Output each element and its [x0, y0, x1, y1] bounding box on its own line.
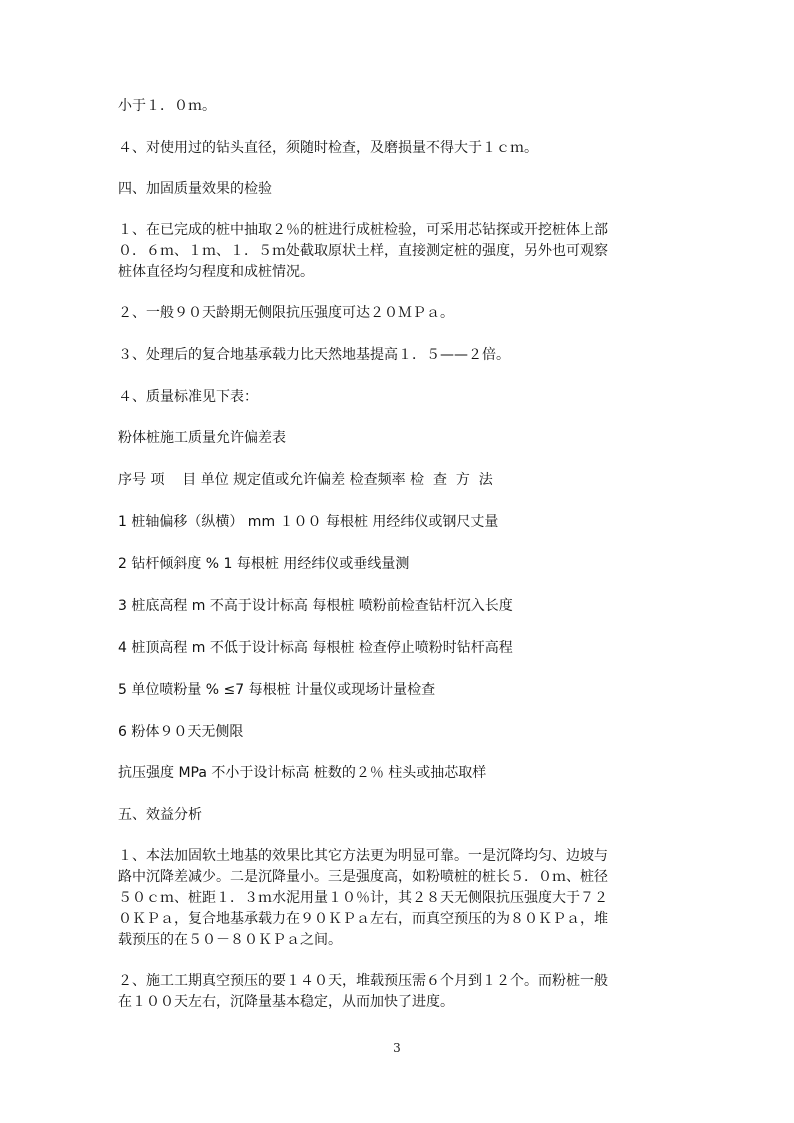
text-line: ２、一般９０天龄期无侧限抗压强度可达２０ＭＰａ。	[118, 305, 454, 321]
section-heading-5	[118, 805, 678, 826]
text-line: 路中沉降差减少。二是沉降量小。三是强度高，如粉喷桩的桩长５．０ｍ、桩径	[118, 869, 608, 885]
table-row	[118, 638, 678, 659]
text-line: ４、质量标准见下表：	[118, 389, 258, 405]
text-line: 小于１．０ｍ。	[118, 98, 216, 114]
text-line: 4 桩顶高程 m 不低于设计标高 每根桩 检查停止喷粉时钻杆高程	[118, 640, 513, 656]
table-row	[118, 722, 678, 743]
text-line: ４、对使用过的钻头直径，须随时检查，及磨损量不得大于１ｃｍ。	[118, 140, 538, 156]
text-line: 在１００天左右，沉降量基本稳定，从而加快了进度。	[118, 994, 454, 1010]
text-line: 序号 项 目 单位 规定值或允许偏差 检查频率 检 查 方 法	[118, 472, 493, 488]
paragraph-3	[118, 220, 678, 283]
text-line: １、在已完成的桩中抽取２％的桩进行成桩检验，可采用芯钻探或开挖桩体上部	[118, 222, 608, 238]
paragraph-6	[118, 387, 678, 408]
section-heading-4	[118, 179, 678, 200]
paragraph-7	[118, 846, 678, 951]
text-line: 桩体直径均匀程度和成桩情况。	[118, 264, 314, 280]
text-line: ０ＫＰａ，复合地基承载力在９０ＫＰａ左右，而真空预压的为８０ＫＰａ，堆	[118, 911, 608, 927]
text-line: ２、施工工期真空预压的要１４０天，堆载预压需６个月到１２个。而粉桩一般	[118, 973, 608, 989]
text-line: 5 单位喷粉量 % ≤7 每根桩 计量仪或现场计量检查	[118, 682, 436, 698]
paragraph-4	[118, 303, 678, 324]
table-header-row	[118, 470, 678, 491]
page-number: 3	[393, 1041, 401, 1055]
table-row	[118, 763, 678, 784]
paragraph-5	[118, 345, 678, 366]
text-line: 四、加固质量效果的检验	[118, 181, 272, 197]
table-row	[118, 680, 678, 701]
text-line: 五、效益分析	[118, 807, 202, 823]
text-line: 粉体桩施工质量允许偏差表	[118, 430, 286, 446]
table-row	[118, 596, 678, 617]
table-title	[118, 428, 678, 449]
text-line: ５０ｃｍ、桩距１．３ｍ水泥用量１０％计，其２８天无侧限抗压强度大于７２	[118, 890, 608, 906]
table-row	[118, 512, 678, 533]
text-line: ０．６ｍ、１ｍ、１．５ｍ处截取原状土样，直接测定桩的强度，另外也可观察	[118, 243, 608, 259]
text-line: 6 粉体９０天无侧限	[118, 724, 244, 740]
text-line: 1 桩轴偏移（纵横） mm １００ 每根桩 用经纬仪或钢尺丈量	[118, 514, 499, 530]
text-line: 抗压强度 MPa 不小于设计标高 桩数的２％ 柱头或抽芯取样	[118, 765, 487, 781]
text-line: １、本法加固软土地基的效果比其它方法更为明显可靠。一是沉降均匀、边坡与	[118, 848, 608, 864]
paragraph-2	[118, 138, 678, 159]
paragraph-8	[118, 971, 678, 1013]
text-line: ３、处理后的复合地基承载力比天然地基提高１．５——２倍。	[118, 347, 510, 363]
table-row	[118, 554, 678, 575]
text-line: 3 桩底高程 m 不高于设计标高 每根桩 喷粉前检查钻杆沉入长度	[118, 598, 513, 614]
text-line: 载预压的在５０－８０ＫＰａ之间。	[118, 932, 342, 948]
paragraph-1	[118, 96, 678, 117]
text-line: 2 钻杆倾斜度 % 1 每根桩 用经纬仪或垂线量测	[118, 556, 410, 572]
